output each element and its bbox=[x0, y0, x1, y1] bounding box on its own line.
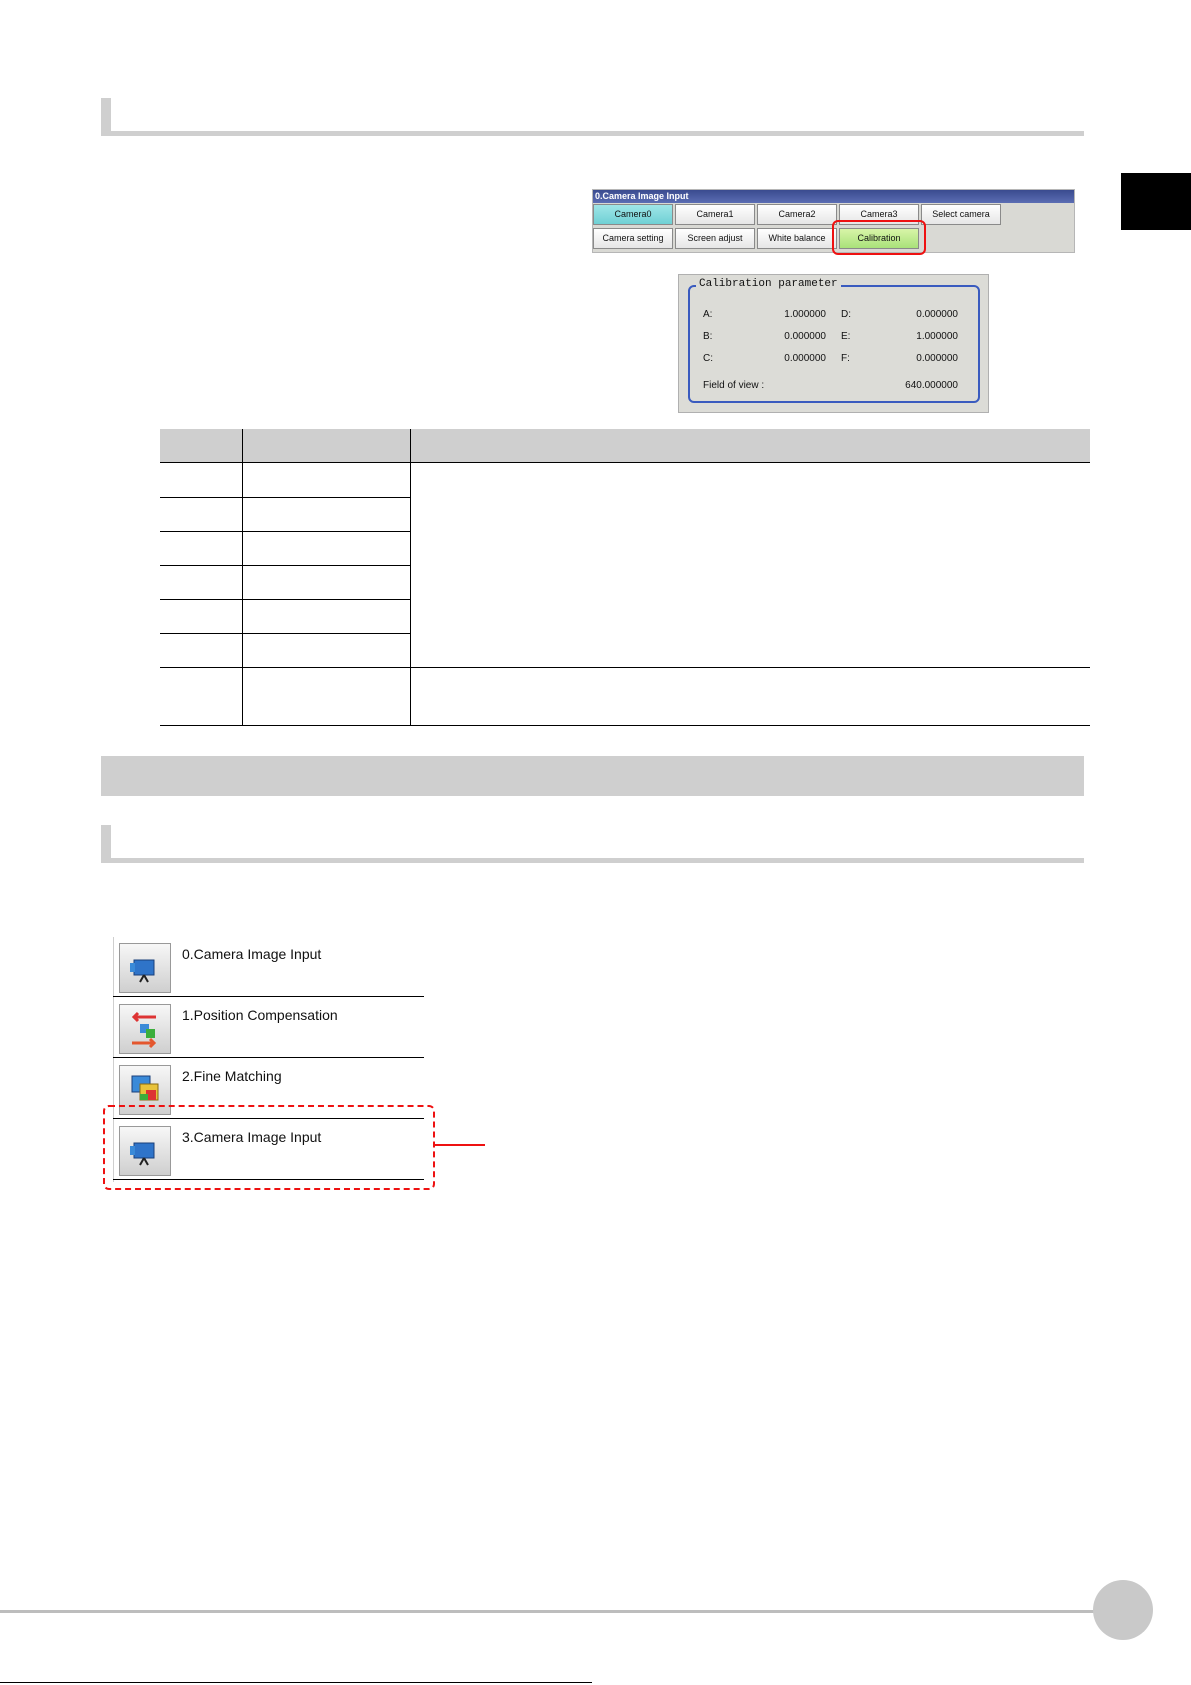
param-f-label: F: bbox=[841, 353, 850, 364]
table-column-divider bbox=[410, 429, 411, 726]
flow-item-1[interactable] bbox=[113, 999, 424, 1058]
table-row-divider bbox=[160, 497, 410, 498]
camera-setting-button[interactable]: Camera setting bbox=[593, 228, 673, 249]
param-c-value: 0.000000 bbox=[784, 353, 826, 364]
param-d-value: 0.000000 bbox=[916, 309, 958, 320]
field-of-view-label: Field of view : bbox=[703, 380, 765, 391]
section-heading-bottom bbox=[101, 825, 1084, 863]
page-number-badge bbox=[1093, 1580, 1153, 1640]
flow-item-highlight-frame bbox=[103, 1105, 435, 1190]
table-row-divider bbox=[160, 633, 410, 634]
callout-line bbox=[435, 1144, 485, 1146]
camera1-button[interactable]: Camera1 bbox=[675, 204, 755, 225]
calibration-parameter-panel bbox=[678, 274, 989, 413]
camera0-button[interactable]: Camera0 bbox=[593, 204, 673, 225]
flow-item-label: 3.Camera Image Input bbox=[182, 1129, 322, 1145]
camera3-button[interactable]: Camera3 bbox=[839, 204, 919, 225]
param-e-value: 1.000000 bbox=[916, 331, 958, 342]
param-a-value: 1.000000 bbox=[784, 309, 826, 320]
table-column-divider bbox=[242, 429, 243, 726]
param-b-value: 0.000000 bbox=[784, 331, 826, 342]
flow-item-separator bbox=[113, 996, 424, 997]
calibration-button[interactable]: Calibration bbox=[839, 228, 919, 249]
flow-item-label: 1.Position Compensation bbox=[182, 1007, 338, 1023]
flow-item-separator bbox=[113, 1057, 424, 1058]
screen-adjust-button[interactable]: Screen adjust bbox=[675, 228, 755, 249]
calibration-parameter-group bbox=[688, 278, 980, 403]
table-row-divider bbox=[160, 667, 1090, 668]
calibration-legend: Calibration parameter bbox=[696, 278, 841, 290]
table-row-divider bbox=[160, 599, 410, 600]
param-e-label: E: bbox=[841, 331, 851, 342]
table-header bbox=[160, 429, 1090, 463]
table-bottom-border bbox=[160, 725, 1090, 726]
calibration-highlight-frame bbox=[832, 220, 926, 255]
heading-bar-bottom bbox=[101, 858, 1084, 863]
bottom-rule bbox=[0, 1682, 592, 1683]
chapter-tab bbox=[1121, 173, 1191, 230]
flow-item-label: 0.Camera Image Input bbox=[182, 946, 322, 962]
flow-item-0[interactable] bbox=[113, 938, 424, 997]
flow-item-label: 2.Fine Matching bbox=[182, 1068, 282, 1084]
heading-bar-bottom bbox=[101, 131, 1084, 136]
param-b-label: B: bbox=[703, 331, 713, 342]
white-balance-button[interactable]: White balance bbox=[757, 228, 837, 249]
section-band bbox=[101, 756, 1084, 796]
camera-panel-title: 0.Camera Image Input bbox=[593, 190, 1074, 203]
table-row-divider bbox=[160, 531, 410, 532]
param-f-value: 0.000000 bbox=[916, 353, 958, 364]
param-a-label: A: bbox=[703, 309, 713, 320]
camera-image-input-icon bbox=[119, 943, 171, 993]
param-d-label: D: bbox=[841, 309, 851, 320]
section-heading-top bbox=[101, 98, 1084, 136]
select-camera-button[interactable]: Select camera bbox=[921, 204, 1001, 225]
table-row-divider bbox=[160, 565, 410, 566]
param-c-label: C: bbox=[703, 353, 713, 364]
position-compensation-icon bbox=[119, 1004, 171, 1054]
footer-rule bbox=[0, 1610, 1130, 1613]
camera2-button[interactable]: Camera2 bbox=[757, 204, 837, 225]
field-of-view-value: 640.000000 bbox=[905, 380, 958, 391]
